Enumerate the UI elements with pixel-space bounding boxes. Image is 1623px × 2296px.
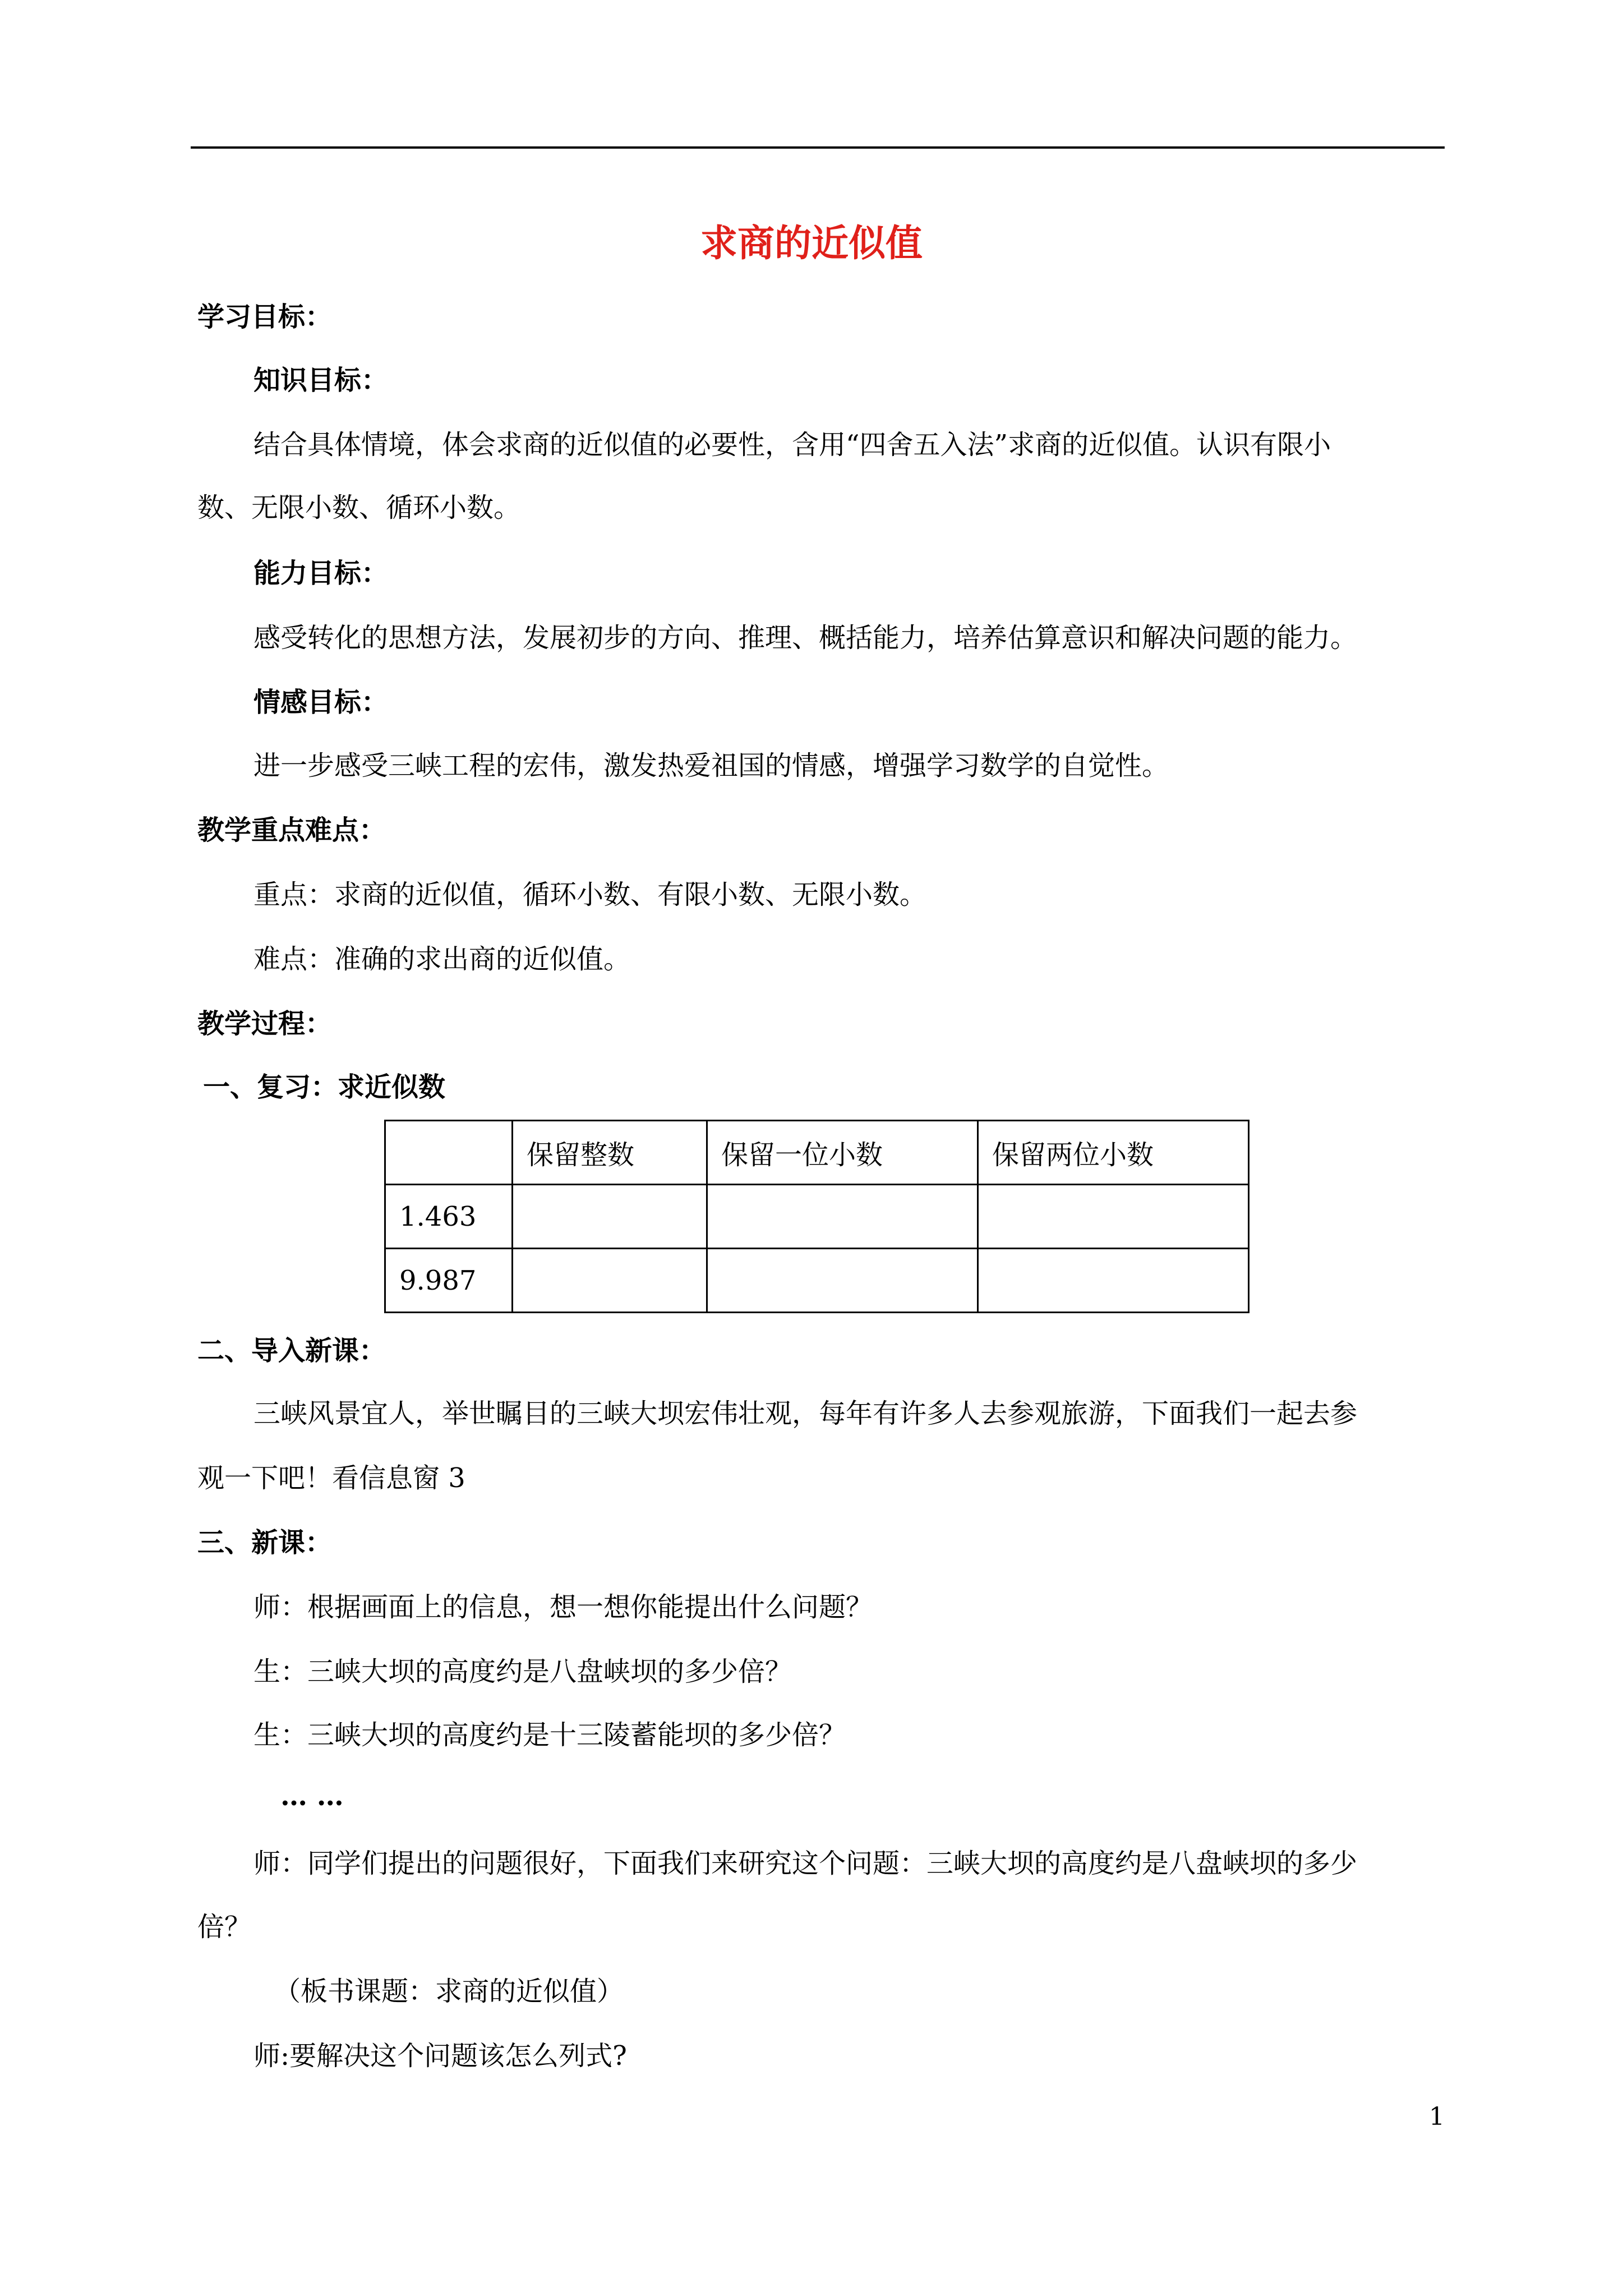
objectives-heading: 学习目标：: [197, 301, 333, 333]
intro-heading: 二、导入新课：: [197, 1335, 386, 1366]
dialogue-line: 生：三峡大坝的高度约是十三陵蓄能坝的多少倍？: [253, 1719, 846, 1751]
table-header-cell: [385, 1121, 513, 1185]
table-cell: [978, 1249, 1249, 1313]
table-header-cell: 保留两位小数: [978, 1121, 1249, 1185]
table-header-row: [385, 1121, 1249, 1185]
table-cell: [978, 1185, 1249, 1249]
ellipsis: … …: [280, 1780, 344, 1812]
dialogue-line: 师:要解决这个问题该怎么列式?: [253, 2040, 627, 2072]
table-cell: [707, 1185, 978, 1249]
dialogue-line: 师：同学们提出的问题很好，下面我们来研究这个问题：三峡大坝的高度约是八盘峡坝的多少: [253, 1848, 1358, 1879]
focus-text: 重点：求商的近似值，循环小数、有限小数、无限小数。: [253, 879, 927, 910]
key-points-heading: 教学重点难点：: [197, 815, 386, 846]
ability-heading: 能力目标：: [253, 558, 389, 589]
emotion-heading: 情感目标：: [253, 687, 389, 718]
table-row: [385, 1185, 1249, 1249]
emotion-text: 进一步感受三峡工程的宏伟，激发热爱祖国的情感，增强学习数学的自觉性。: [253, 750, 1169, 781]
board-title-note: （板书课题：求商的近似值）: [274, 1976, 624, 2007]
dialogue-line: 师：根据画面上的信息，想一想你能提出什么问题？: [253, 1591, 873, 1623]
knowledge-text-line2: 数、无限小数、循环小数。: [197, 492, 521, 523]
intro-text-line1: 三峡风景宜人，举世瞩目的三峡大坝宏伟壮观，每年有许多人去参观旅游，下面我们一起去参: [253, 1398, 1358, 1429]
table-cell: 9.987: [385, 1249, 513, 1313]
difficulty-text: 难点：准确的求出商的近似值。: [253, 944, 631, 975]
table-header-cell: 保留整数: [513, 1121, 707, 1185]
header-rule: [191, 146, 1445, 149]
knowledge-text-line1: 结合具体情境，体会求商的近似值的必要性，含用“四舍五入法”求商的近似值。认识有限小: [253, 429, 1331, 461]
knowledge-heading: 知识目标：: [253, 365, 389, 396]
review-heading: 一、复习：求近似数: [203, 1071, 446, 1103]
table-row: [385, 1249, 1249, 1313]
ability-text: 感受转化的思想方法，发展初步的方向、推理、概括能力，培养估算意识和解决问题的能力。: [253, 622, 1358, 654]
table-cell: 1.463: [385, 1185, 513, 1249]
page-number: 1: [1429, 2102, 1445, 2131]
dialogue-line: 生：三峡大坝的高度约是八盘峡坝的多少倍？: [253, 1656, 792, 1687]
new-lesson-heading: 三、新课：: [197, 1527, 333, 1558]
table-cell: [513, 1249, 707, 1313]
table-cell: [707, 1249, 978, 1313]
intro-text-line2: 观一下吧！看信息窗 3: [197, 1462, 465, 1494]
review-table: [384, 1120, 1249, 1313]
table-cell: [513, 1185, 707, 1249]
table-header-cell: 保留一位小数: [707, 1121, 978, 1185]
dialogue-line-continuation: 倍？: [197, 1911, 252, 1943]
page-title: 求商的近似值: [700, 221, 923, 265]
process-heading: 教学过程：: [197, 1008, 333, 1039]
